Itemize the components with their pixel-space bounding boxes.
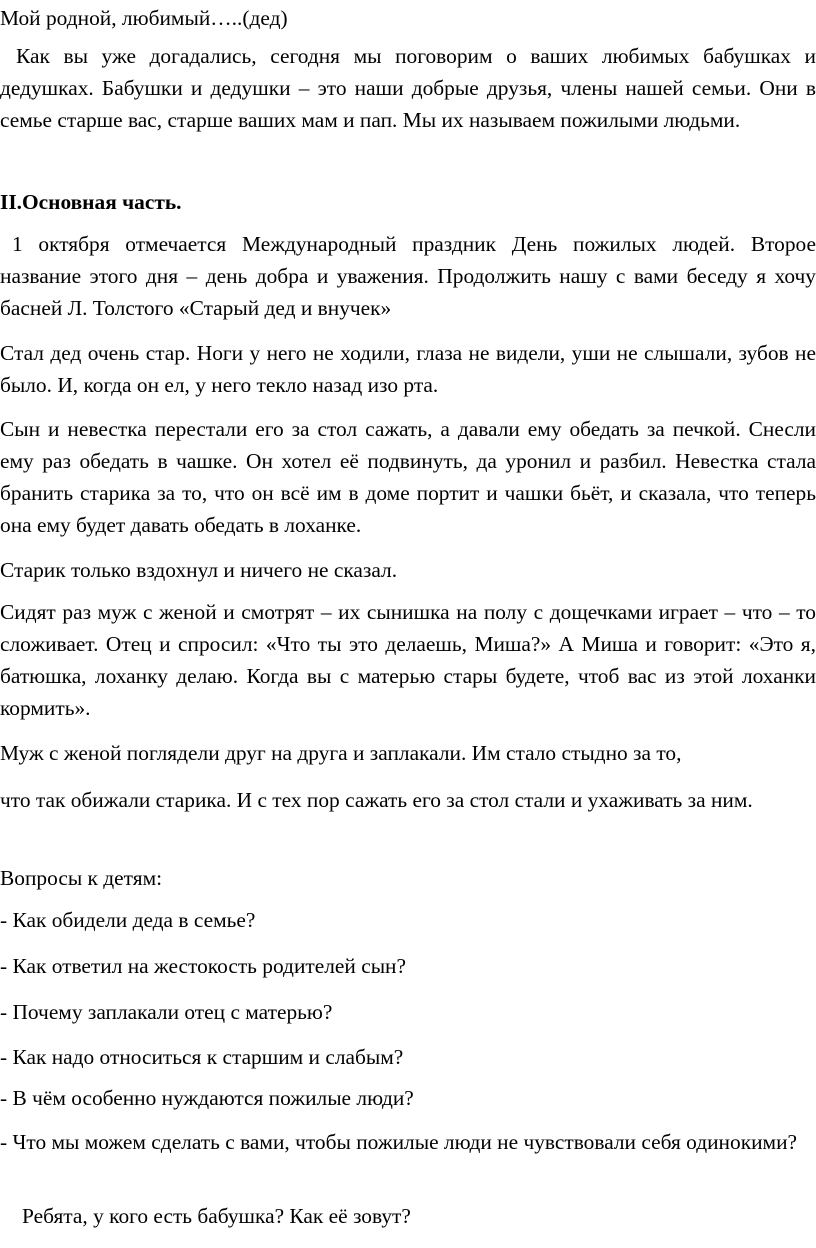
story-paragraph-2: Сын и невестка перестали его за стол сажать, а давали ему обедать за печкой. Снесли ему раз обедать в чашке. Он хотел её подвинуть, да уронил и разбил. Невестка стала бранить старика за то, что он всё им в доме портит и чашки бьёт, и сказала, что теперь она ему будет давать обедать в лоханке. — [0, 417, 816, 537]
question-item-2: - Как ответил на жестокость родителей сын? — [0, 954, 407, 978]
closing-paragraph: Ребята, у кого есть бабушка? Как её зовут? — [22, 1204, 411, 1228]
story-paragraph-1: Стал дед очень стар. Ноги у него не ходили, глаза не видели, уши не слышали, зубов не было. И, когда он ел, у него текло назад изо рта. — [0, 341, 816, 397]
question-item-1: - Как обидели деда в семье? — [0, 908, 256, 932]
question-item-3: - Почему заплакали отец с матерью? — [0, 1000, 333, 1024]
intro-paragraph: Как вы уже догадались, сегодня мы поговорим о ваших любимых бабушках и дедушках. Бабушки и дедушки – это наши добрые друзья, члены нашей семьи. Они в семье старше вас, старше ваших мам и пап. Мы их называем пожилыми людьми. — [0, 44, 816, 132]
story-paragraph-3: Старик только вздохнул и ничего не сказал. — [0, 558, 398, 582]
story-paragraph-6: что так обижали старика. И с тех пор сажать его за стол стали и ухаживать за ним. — [0, 788, 753, 812]
questions-heading: Вопросы к детям: — [0, 866, 163, 890]
story-paragraph-4: Сидят раз муж с женой и смотрят – их сынишка на полу с дощечками играет – что – то сложивает. Отец и спросил: «Что ты это делаешь, Миша?» А Миша и говорит: «Это я, батюшка, лоханку делаю. Когда вы с матерью стары будете, чтоб вас из этой лоханки кормить». — [0, 600, 816, 720]
section-heading: II.Основная часть. — [0, 190, 182, 214]
document-title: Мой родной, любимый…..(дед) — [0, 6, 288, 30]
question-item-5: - В чём особенно нуждаются пожилые люди? — [0, 1086, 414, 1110]
holiday-paragraph: 1 октября отмечается Международный праздник День пожилых людей. Второе название этого дня – день добра и уважения. Продолжить нашу с вами беседу я хочу басней Л. Толстого «Старый дед и внучек» — [0, 232, 816, 320]
question-item-6: - Что мы можем сделать с вами, чтобы пожилые люди не чувствовали себя одинокими? — [0, 1130, 798, 1154]
story-paragraph-5: Муж с женой поглядели друг на друга и заплакали. Им стало стыдно за то, — [0, 741, 682, 765]
question-item-4: - Как надо относиться к старшим и слабым? — [0, 1045, 404, 1069]
